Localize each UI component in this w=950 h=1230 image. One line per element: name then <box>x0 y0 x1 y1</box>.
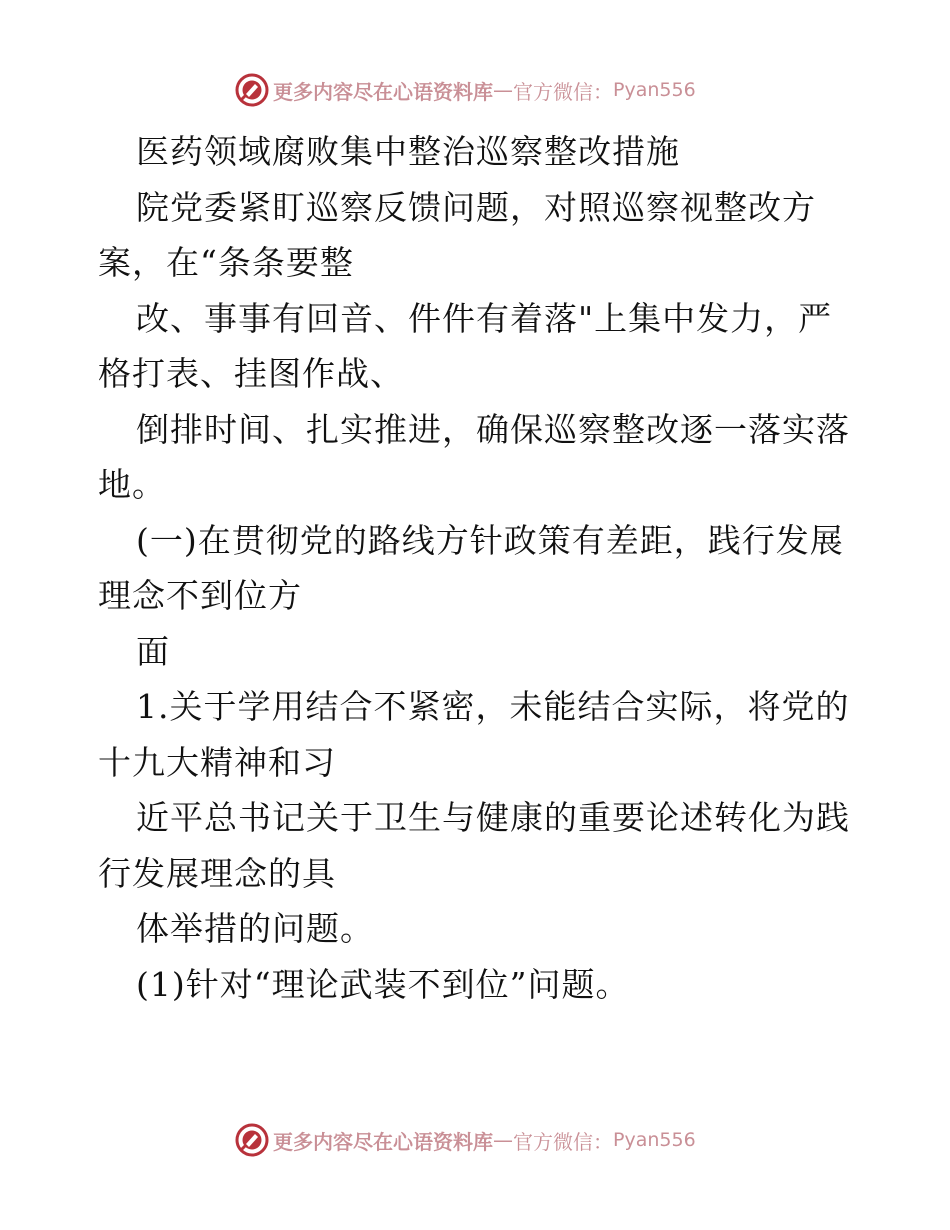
paragraph-line: 院党委紧盯巡察反馈问题，对照巡察视整改方 <box>136 187 816 227</box>
watermark-dash: — <box>493 1128 513 1152</box>
paragraph-line: 改、事事有回音、件件有着落"上集中发力，严 <box>136 298 833 338</box>
watermark-main-text: 更多内容尽在心语资料库 <box>273 1129 493 1154</box>
paragraph-line: 案，在“条条要整 <box>98 243 354 282</box>
paragraph-line: 地。 <box>98 465 166 504</box>
section-heading-line: (一)在贯彻党的路线方针政策有差距，践行发展 <box>136 520 844 560</box>
seal-logo-icon <box>235 1123 269 1157</box>
section-heading-line: 理念不到位方 <box>98 576 302 615</box>
watermark-sub-text: 官方微信： <box>513 79 613 104</box>
footer-watermark <box>235 1122 696 1158</box>
item-line: 体举措的问题。 <box>136 909 374 948</box>
item-line: 十九大精神和习 <box>98 742 336 782</box>
watermark-wechat-id: Pyan556 <box>613 1129 696 1151</box>
watermark-wechat-id: Pyan556 <box>613 79 696 101</box>
header-watermark <box>235 72 696 108</box>
paragraph-line: 倒排时间、扎实推进，确保巡察整改逐一落实落 <box>136 409 850 449</box>
watermark-main-text: 更多内容尽在心语资料库 <box>273 79 493 104</box>
watermark-dash: — <box>493 78 513 102</box>
item-line: 行发展理念的具 <box>98 853 336 893</box>
seal-logo-icon <box>235 73 269 107</box>
item-line: 近平总书记关于卫生与健康的重要论述转化为践 <box>136 798 850 837</box>
section-heading-line: 面 <box>136 631 170 671</box>
item-line: 1.关于学用结合不紧密，未能结合实际，将党的 <box>136 687 850 726</box>
watermark-sub-text: 官方微信： <box>513 1129 613 1154</box>
sub-item-line: (1)针对“理论武装不到位”问题。 <box>136 964 630 1004</box>
document-body <box>98 124 858 1012</box>
document-title: 医药领域腐败集中整治巡察整改措施 <box>136 132 680 171</box>
paragraph-line: 格打表、挂图作战、 <box>98 354 404 393</box>
